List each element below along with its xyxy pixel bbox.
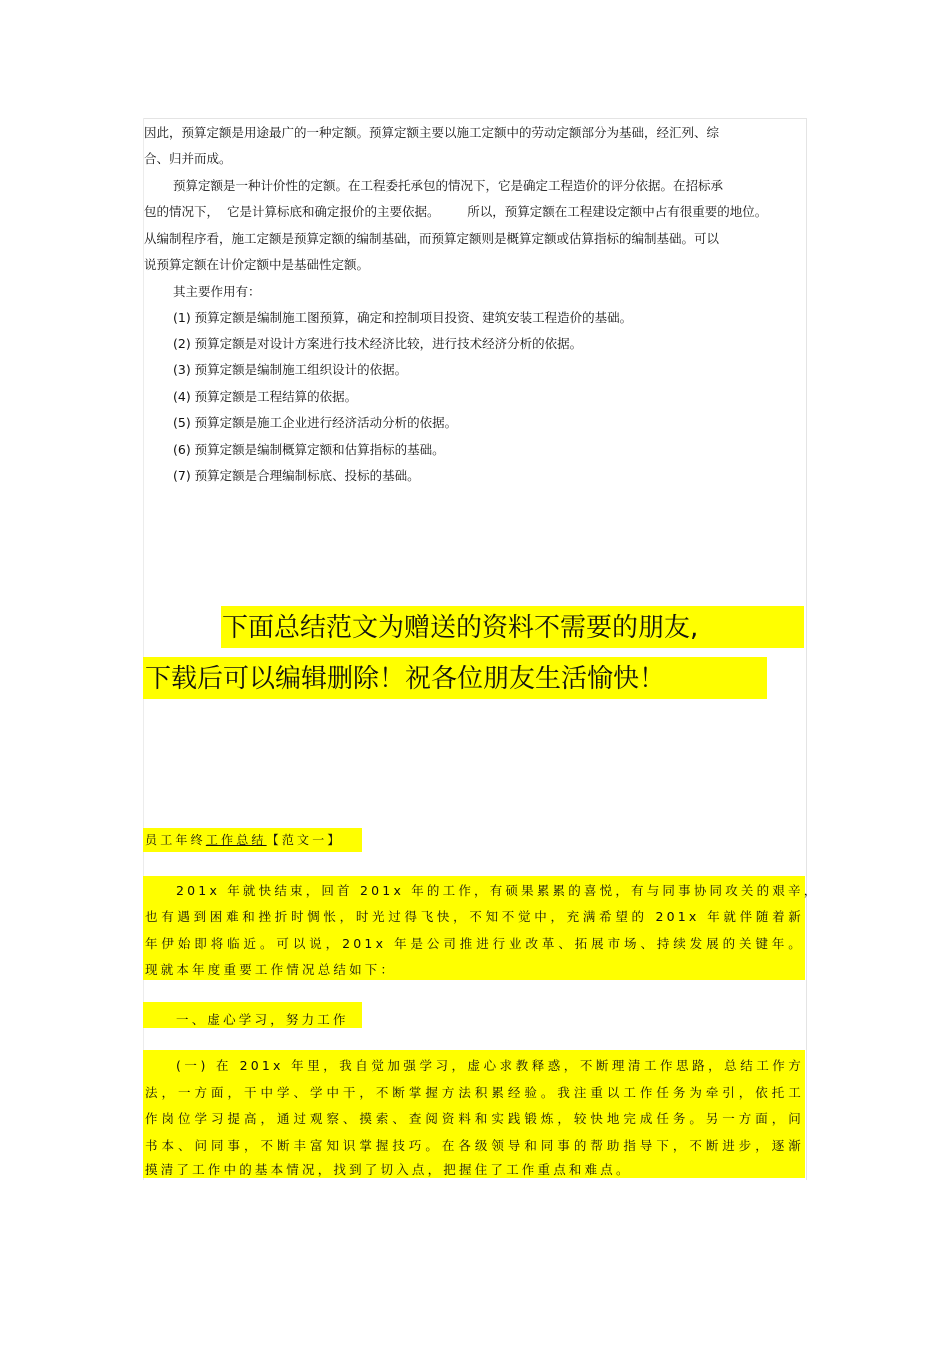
title-suffix: 【范文一】: [266, 833, 343, 847]
paragraph-line: 预算定额是一种计价性的定额。在工程委托承包的情况下，它是确定工程造价的评分依据。在招标承: [173, 178, 724, 193]
paragraph-line: 合、归并而成。: [144, 151, 232, 166]
essay-title: [145, 832, 343, 848]
intro-line: 现就本年度重要工作情况总结如下：: [145, 962, 397, 977]
function-item: (3) 预算定额是编制施工组织设计的依据。: [173, 362, 408, 377]
paragraph-line: 说预算定额在计价定额中是基础性定额。: [144, 257, 370, 272]
section-line: (一) 在 201x 年里，我自觉加强学习，虚心求教释惑，不断理清工作思路，总结工作方: [176, 1058, 804, 1073]
section-line: 书本、问同事，不断丰富知识掌握技巧。在各级领导和同事的帮助指导下，不断进步，逐渐: [145, 1138, 804, 1153]
intro-line: 也有遇到困难和挫折时惆怅，时光过得飞快，不知不觉中，充满希望的 201x 年就伴随着新: [145, 909, 804, 924]
section-line: 作岗位学习提高，通过观察、摸索、查阅资料和实践锻炼，较快地完成任务。另一方面，问: [145, 1111, 804, 1126]
function-item: (5) 预算定额是施工企业进行经济活动分析的依据。: [173, 415, 458, 430]
function-item: (4) 预算定额是工程结算的依据。: [173, 389, 358, 404]
section-line: 摸清了工作中的基本情况，找到了切入点，把握住了工作重点和难点。: [145, 1162, 632, 1177]
intro-line: 年伊始即将临近。可以说，201x 年是公司推进行业改革、拓展市场、持续发展的关键年。: [145, 936, 804, 951]
function-item: (7) 预算定额是合理编制标底、投标的基础。: [173, 468, 420, 483]
paragraph-line: 其主要作用有：: [173, 284, 261, 299]
function-item: (1) 预算定额是编制施工图预算，确定和控制项目投资、建筑安装工程造价的基础。: [173, 310, 633, 325]
function-item: (2) 预算定额是对设计方案进行技术经济比较，进行技术经济分析的依据。: [173, 336, 583, 351]
paragraph-line: 因此，预算定额是用途最广的一种定额。预算定额主要以施工定额中的劳动定额部分为基础，经汇列、综: [144, 125, 720, 140]
function-item: (6) 预算定额是编制概算定额和估算指标的基础。: [173, 442, 445, 457]
title-prefix: 员工年终: [145, 833, 206, 847]
paragraph-line: 从编制程序看，施工定额是预算定额的编制基础，而预算定额则是概算定额或估算指标的编制基础。可以: [144, 231, 720, 246]
title-underlined: 工作总结: [205, 833, 267, 847]
intro-line: 201x 年就快结束，回首 201x 年的工作，有硕果累累的喜悦，有与同事协同攻关的艰辛，: [176, 883, 820, 898]
notice-line-2: 下载后可以编辑删除！祝各位朋友生活愉快！: [145, 664, 666, 694]
paragraph-line: 包的情况下， 它是计算标底和确定报价的主要依据。 所以，预算定额在工程建设定额中占有很重要的地位。: [144, 204, 768, 219]
section-heading: 一、虚心学习，努力工作: [176, 1012, 349, 1027]
notice-line-1: 下面总结范文为赠送的资料不需要的朋友,: [222, 613, 699, 643]
section-line: 法，一方面，干中学、学中干，不断掌握方法积累经验。我注重以工作任务为牵引，依托工: [145, 1085, 804, 1100]
